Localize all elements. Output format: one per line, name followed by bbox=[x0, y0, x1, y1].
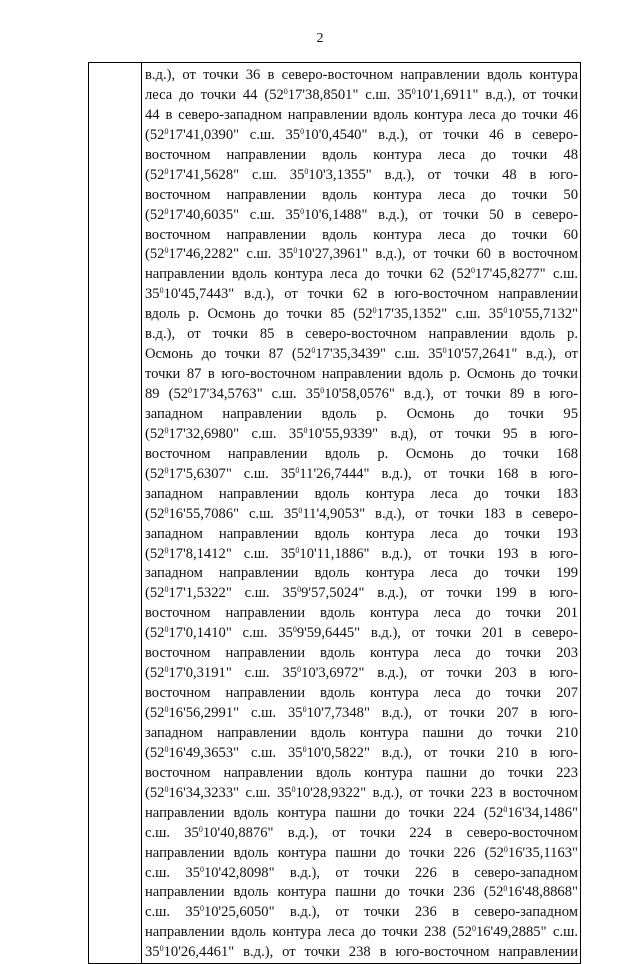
text-line: ($52^017'40,6035$" с.ш. $35^010'6,1488$" в.д.), от точки 50 в северо- bbox=[145, 206, 578, 223]
table-text-cell bbox=[142, 63, 581, 964]
text-line: ($52^016'55,7086$" с.ш. $35^011'4,9053$" в.д.), от точки 183 в северо- bbox=[145, 505, 578, 522]
text-line: западном направлении вдоль контура леса до точки 199 bbox=[145, 565, 578, 582]
text-line: направлении вдоль контура пашни до точки 236 ($52^016'48,8868$" bbox=[145, 884, 578, 901]
text-line: ($52^017'0,1410$" с.ш. $35^09'59,6445$" в.д.), от точки 201 в северо- bbox=[145, 625, 578, 642]
text-line: $35^010'26,4461$" в.д.), от точки 238 в юго-восточном направлении bbox=[145, 944, 578, 961]
text-line: западном направлении вдоль контура леса до точки 193 bbox=[145, 525, 578, 542]
text-line: восточном направлении вдоль контура леса до точки 201 bbox=[145, 605, 578, 622]
text-line: точки 87 в юго-восточном направлении вдоль р. Осмонь до точки bbox=[145, 366, 578, 383]
text-line: направлении вдоль контура пашни до точки 226 ($52^016'35,1163$" bbox=[145, 844, 578, 861]
text-line: восточном направлении вдоль контура леса до точки 203 bbox=[145, 645, 578, 662]
text-line: восточном направлении вдоль р. Осмонь до точки 168 bbox=[145, 445, 578, 462]
text-line: восточном направлении вдоль контура леса до точки 50 bbox=[145, 186, 578, 203]
page-number: 2 bbox=[316, 31, 324, 46]
text-line: западном направлении вдоль р. Осмонь до точки 95 bbox=[145, 405, 578, 422]
boundary-description-text bbox=[142, 63, 580, 963]
text-line: ($52^017'1,5322$" с.ш. $35^09'57,5024$" в.д.), от точки 199 в юго- bbox=[145, 585, 578, 602]
text-line: вдоль р. Осмонь до точки 85 ($52^017'35,1352$" с.ш. $35^010'55,7132$" bbox=[145, 306, 578, 323]
text-line: ($52^017'5,6307$" с.ш. $35^011'26,7444$" в.д.), от точки 168 в юго- bbox=[145, 465, 578, 482]
text-line: с.ш. $35^010'42,8098$" в.д.), от точки 226 в северо-западном bbox=[145, 864, 578, 881]
text-line: с.ш. $35^010'25,6050$" в.д.), от точки 236 в северо-западном bbox=[145, 904, 578, 921]
text-line: восточном направлении вдоль контура пашни до точки 223 bbox=[145, 764, 578, 781]
text-line: ($52^017'0,3191$" с.ш. $35^010'3,6972$" в.д.), от точки 203 в юго- bbox=[145, 665, 578, 682]
text-line: ($52^017'8,1412$" с.ш. $35^010'11,1886$" в.д.), от точки 193 в юго- bbox=[145, 545, 578, 562]
text-line: западном направлении вдоль контура пашни до точки 210 bbox=[145, 724, 578, 741]
text-line: в.д.), от точки 85 в северо-восточном направлении вдоль р. bbox=[145, 326, 578, 343]
text-line: восточном направлении вдоль контура леса до точки 48 bbox=[145, 146, 578, 163]
text-line: 44 в северо-западном направлении вдоль контура леса до точки 46 bbox=[145, 106, 578, 123]
text-line: ($52^017'32,6980$" с.ш. $35^010'55,9339$" в.д), от точки 95 в юго- bbox=[145, 425, 578, 442]
text-line: ($52^016'34,3233$" с.ш. $35^010'28,9322$" в.д.), от точки 223 в восточном bbox=[145, 784, 578, 801]
text-line: 89 ($52^017'34,5763$" с.ш. $35^010'58,0576$" в.д.), от точки 89 в юго- bbox=[145, 386, 578, 402]
text-line: западном направлении вдоль контура леса до точки 183 bbox=[145, 485, 578, 502]
text-line: ($52^017'41,0390$" с.ш. $35^010'0,4540$" в.д.), от точки 46 в северо- bbox=[145, 126, 578, 143]
text-line: в.д.), от точки 36 в северо-восточном направлении вдоль контура bbox=[145, 67, 578, 83]
text-line: ($52^016'49,3653$" с.ш. $35^010'0,5822$" в.д.), от точки 210 в юго- bbox=[145, 744, 578, 761]
table-left-cell bbox=[89, 63, 142, 964]
text-line: восточном направлении вдоль контура леса до точки 207 bbox=[145, 685, 578, 702]
text-line: ($52^017'41,5628$" с.ш. $35^010'3,1355$" в.д.), от точки 48 в юго- bbox=[145, 166, 578, 183]
text-line: леса до точки 44 ($52^017'38,8501$" с.ш. $35^010'1,6911$" в.д.), от точки bbox=[145, 86, 578, 103]
text-line: направлении вдоль контура леса до точки 62 ($52^017'45,8277$" с.ш. bbox=[145, 266, 578, 283]
text-line: Осмонь до точки 87 ($52^017'35,3439$" с.ш. $35^010'57,2641$" в.д.), от bbox=[145, 346, 578, 363]
table-row bbox=[89, 63, 581, 964]
text-line: восточном направлении вдоль контура леса до точки 60 bbox=[145, 226, 578, 243]
document-table bbox=[88, 62, 581, 964]
text-line: с.ш. $35^010'40,8876$" в.д.), от точки 224 в северо-восточном bbox=[145, 824, 578, 841]
text-line: направлении вдоль контура пашни до точки 224 ($52^016'34,1486$" bbox=[145, 804, 578, 821]
text-line: направлении вдоль контура леса до точки 238 ($52^016'49,2885$" с.ш. bbox=[145, 924, 578, 941]
text-line: $35^010'45,7443$" в.д.), от точки 62 в юго-восточном направлении bbox=[145, 286, 578, 303]
text-line: ($52^017'46,2282$" с.ш. $35^010'27,3961$" в.д.), от точки 60 в восточном bbox=[145, 246, 578, 263]
text-line: ($52^016'56,2991$" с.ш. $35^010'7,7348$" в.д.), от точки 207 в юго- bbox=[145, 705, 578, 721]
